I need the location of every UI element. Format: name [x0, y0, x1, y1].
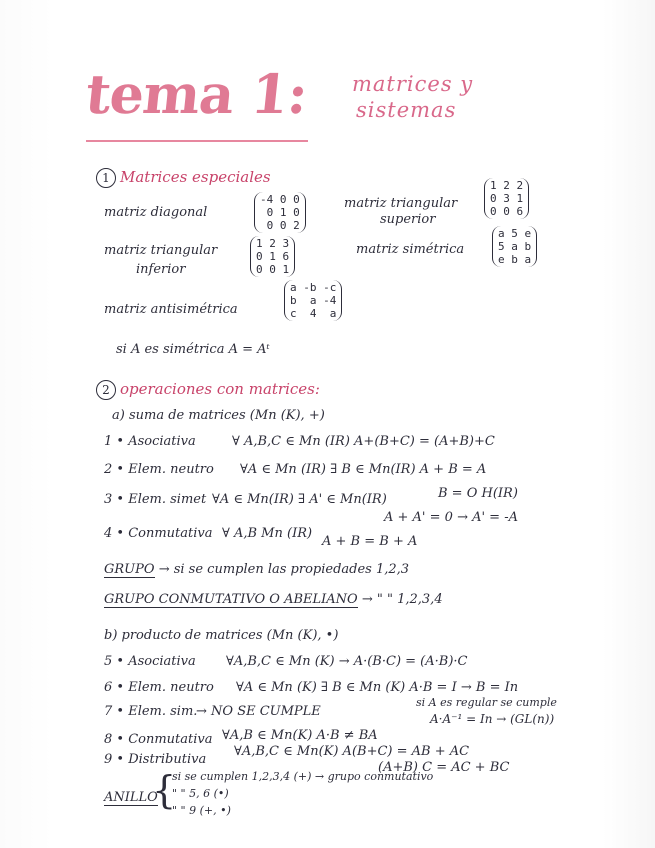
inverse-note: A·A⁻¹ = In → (GL(n)) — [430, 712, 555, 726]
page-subtitle-line-2: sistemas — [356, 98, 457, 122]
property-2-label: 2 • Elem. neutro — [104, 462, 214, 477]
symmetric-label: matriz simétrica — [356, 242, 465, 257]
property-7-formula: → NO SE CUMPLE — [196, 704, 321, 719]
property-7-label: 7 • Elem. sim. — [104, 704, 198, 719]
property-6-label: 6 • Elem. neutro — [104, 680, 214, 695]
lower-triangular-matrix — [250, 236, 295, 277]
sum-heading: a) suma de matrices (Mn (K), +) — [112, 408, 325, 423]
property-9-formula: ∀A,B,C ∈ Mn(K) A(B+C) = AB + AC — [234, 744, 470, 759]
diagonal-matrix — [254, 192, 306, 233]
matrix-row: 0 0 1 — [256, 263, 290, 276]
section-2-heading — [96, 380, 320, 400]
section-1-heading — [96, 168, 271, 188]
lower-triangular-label-2: inferior — [136, 262, 186, 277]
matrix-row: 0 1 0 — [260, 206, 300, 219]
matrix-row: 1 2 3 — [256, 237, 290, 250]
page-subtitle-line-1: matrices y — [352, 72, 474, 96]
property-4-formula: ∀ A,B Mn (IR) — [222, 526, 313, 541]
lower-triangular-label: matriz triangular — [104, 243, 218, 258]
grupo-conmutativo-line — [104, 592, 443, 607]
product-heading: b) producto de matrices (Mn (K), •) — [104, 628, 339, 643]
upper-triangular-label: matriz triangular — [344, 196, 458, 211]
property-8-label: 8 • Conmutativa — [104, 732, 213, 747]
symmetric-note: si A es simétrica A = Aᵗ — [116, 342, 270, 357]
symmetric-matrix — [492, 226, 537, 267]
title-underline — [86, 140, 308, 142]
anillo-line-2: " " 5, 6 (•) — [172, 787, 229, 800]
property-2-result: B = O H(IR) — [438, 486, 518, 501]
property-3-formula: ∀A ∈ Mn(IR) ∃ A' ∈ Mn(IR) — [212, 492, 387, 507]
property-6-formula: ∀A ∈ Mn (K) ∃ B ∈ Mn (K) A·B = I → B = In — [236, 680, 519, 695]
anillo-brace: { — [152, 768, 177, 812]
property-9-formula-2: (A+B) C = AC + BC — [378, 760, 510, 775]
matrix-row: 1 2 2 — [490, 179, 524, 192]
grupo-text: → si se cumplen las propiedades 1,2,3 — [158, 562, 410, 577]
diagonal-label: matriz diagonal — [104, 205, 208, 220]
page-title: tema 1: — [82, 62, 311, 126]
property-5-label: 5 • Asociativa — [104, 654, 196, 669]
matrix-row: b a -4 — [290, 294, 337, 307]
matrix-row: 0 0 6 — [490, 205, 524, 218]
section-2-title: operaciones con matrices: — [120, 380, 320, 398]
property-3-label: 3 • Elem. simet — [104, 492, 207, 507]
section-number: 2 — [96, 380, 116, 400]
property-2-formula: ∀A ∈ Mn (IR) ∃ B ∈ Mn(IR) A + B = A — [240, 462, 487, 477]
matrix-row: 0 3 1 — [490, 192, 524, 205]
antisymmetric-matrix — [284, 280, 342, 321]
regular-note: si A es regular se cumple — [416, 696, 557, 709]
property-3-result: A + A' = 0 → A' = -A — [384, 510, 518, 525]
upper-triangular-matrix — [484, 178, 529, 219]
grupo-label: GRUPO — [104, 562, 155, 577]
matrix-row: a 5 e — [498, 227, 532, 240]
section-1-title: Matrices especiales — [120, 168, 271, 186]
property-9-label: 9 • Distributiva — [104, 752, 207, 767]
matrix-row: 0 1 6 — [256, 250, 290, 263]
matrix-row: 0 0 2 — [260, 219, 300, 232]
section-number: 1 — [96, 168, 116, 188]
grupo-conmutativo-text: → " " 1,2,3,4 — [361, 592, 443, 607]
property-5-formula: ∀A,B,C ∈ Mn (K) → A·(B·C) = (A·B)·C — [226, 654, 468, 669]
property-4-label: 4 • Conmutativa — [104, 526, 213, 541]
matrix-row: 5 a b — [498, 240, 532, 253]
upper-triangular-label-2: superior — [380, 212, 436, 227]
anillo-label: ANILLO — [104, 790, 158, 805]
anillo-line-3: " " 9 (+, •) — [172, 804, 231, 817]
property-4-result: A + B = B + A — [322, 534, 418, 549]
property-1-label: 1 • Asociativa — [104, 434, 196, 449]
grupo-line — [104, 562, 409, 577]
antisymmetric-label: matriz antisimétrica — [104, 302, 238, 317]
grupo-conmutativo-label: GRUPO CONMUTATIVO O ABELIANO — [104, 592, 358, 607]
property-8-formula: ∀A,B ∈ Mn(K) A·B ≠ BA — [222, 728, 378, 743]
matrix-row: c 4 a — [290, 307, 337, 320]
anillo-line-1: si se cumplen 1,2,3,4 (+) → grupo conmutativo — [172, 770, 434, 783]
matrix-row: e b a — [498, 253, 532, 266]
matrix-row: -4 0 0 — [260, 193, 300, 206]
matrix-row: a -b -c — [290, 281, 337, 294]
property-1-formula: ∀ A,B,C ∈ Mn (IR) A+(B+C) = (A+B)+C — [232, 434, 495, 449]
